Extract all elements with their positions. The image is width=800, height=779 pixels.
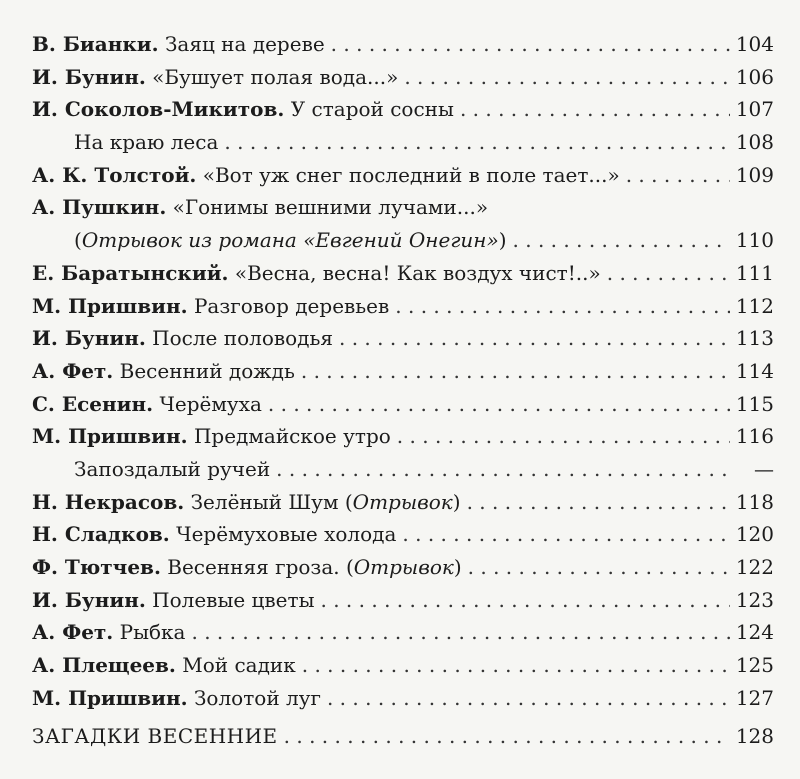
entry-author: Ф. Тютчев. (32, 555, 161, 579)
entry-title-text: Заяц на дереве (164, 32, 325, 56)
page-number: 109 (735, 162, 774, 187)
dot-leader (339, 322, 730, 355)
entry-title-text: «Бушует полая вода...» (152, 64, 399, 89)
entry-title (191, 490, 461, 514)
toc-entry (32, 420, 774, 453)
entry-author: А. Плещеев. (32, 653, 176, 678)
entry-text (32, 682, 321, 715)
entry-title (120, 620, 186, 644)
page-number: 104 (735, 32, 774, 56)
entry-title-suffix: ) (452, 489, 461, 514)
entry-title-text: «Весна, весна! Как воздух чист!..» (234, 260, 601, 285)
entry-title (74, 228, 507, 252)
entry-title-text: Весенний дождь (119, 358, 295, 383)
entry-text (32, 93, 454, 126)
entry-author: И. Бунин. (32, 64, 146, 89)
entry-text (32, 28, 325, 61)
entry-text (32, 61, 398, 94)
entry-title-italic: Отрывок (352, 489, 453, 514)
page-number: 108 (735, 130, 774, 155)
entry-title (291, 97, 454, 121)
entry-title (194, 686, 321, 710)
entry-title (194, 294, 389, 318)
dot-leader (302, 649, 730, 682)
entry-text (32, 453, 270, 486)
dot-leader (460, 93, 730, 126)
page-number: 115 (735, 391, 774, 416)
entry-title (167, 555, 461, 579)
entry-text (32, 420, 391, 453)
table-of-contents (32, 28, 774, 753)
page-number: 113 (735, 326, 774, 351)
entry-text (32, 322, 333, 355)
entry-author: А. Фет. (32, 620, 114, 645)
toc-entry (32, 61, 774, 94)
page-number: — (754, 456, 774, 481)
entry-title-text: Черёмуховые холода (176, 522, 397, 547)
toc-entry (32, 486, 774, 519)
entry-title-text: Черёмуха (159, 391, 262, 416)
toc-entry (32, 682, 774, 715)
toc-entry (32, 126, 774, 159)
entry-author: И. Соколов-Микитов. (32, 97, 285, 122)
toc-entry (32, 355, 774, 388)
entry-title (74, 130, 218, 154)
entry-title (235, 261, 601, 285)
page-number: 107 (735, 97, 774, 122)
toc-entry (32, 616, 774, 649)
page-number: 122 (735, 555, 774, 579)
dot-leader (224, 126, 729, 159)
entry-author: С. Есенин. (32, 391, 154, 416)
toc-entry (32, 93, 774, 126)
page-number: 114 (735, 358, 774, 383)
page-number: 118 (735, 489, 774, 514)
toc-entry (32, 191, 774, 224)
entry-title-text: Мой садик (182, 653, 296, 678)
dot-leader (397, 420, 730, 453)
entry-title-suffix: ) (453, 555, 462, 579)
entry-text (32, 191, 488, 224)
entry-text (32, 126, 218, 159)
toc-entry (32, 388, 774, 421)
entry-title-text: «Гонимы вешними лучами...» (172, 195, 489, 220)
entry-author: А. К. Толстой. (32, 162, 197, 187)
entry-text (32, 518, 396, 551)
entry-title-text: Предмайское утро (193, 424, 391, 449)
toc-entry (32, 28, 774, 61)
dot-leader (404, 61, 730, 94)
dot-leader (402, 518, 729, 551)
dot-leader (191, 616, 729, 649)
entry-title-italic: Отрывок из романа «Евгений Онегин» (81, 228, 499, 253)
toc-entry (32, 257, 774, 290)
entry-title-text: «Вот уж снег последний в поле тает...» (202, 162, 620, 187)
dot-leader (626, 159, 730, 192)
entry-author: Н. Сладков. (32, 522, 170, 547)
entry-author: А. Пушкин. (32, 195, 167, 220)
entry-author: М. Пришвин. (32, 424, 188, 449)
toc-section-row (32, 720, 774, 753)
page-number: 127 (735, 685, 774, 710)
entry-title-text: Полевые цветы (152, 587, 315, 612)
toc-entries (32, 28, 774, 714)
entry-author: Н. Некрасов. (32, 489, 185, 514)
toc-entry (32, 649, 774, 682)
entry-author: Е. Баратынский. (32, 260, 229, 285)
entry-title (159, 392, 261, 416)
page-number: 106 (735, 64, 774, 89)
dot-leader (276, 453, 734, 486)
toc-entry (32, 322, 774, 355)
dot-leader (607, 257, 730, 290)
entry-title-text: Запоздалый ручей (74, 456, 271, 481)
entry-text (32, 551, 462, 584)
page-number: 111 (735, 260, 774, 285)
toc-entry (32, 518, 774, 551)
entry-author: В. Бианки. (32, 32, 159, 56)
toc-entry (32, 159, 774, 192)
entry-text (32, 649, 296, 682)
dot-leader (513, 224, 730, 257)
entry-title-italic: Отрывок (353, 555, 454, 579)
entry-author: И. Бунин. (32, 587, 146, 612)
page-number: 123 (735, 587, 774, 612)
entry-text (32, 290, 389, 323)
toc-entry (32, 224, 774, 257)
dot-leader (395, 290, 730, 323)
entry-title-text: Рыбка (119, 620, 186, 645)
entry-title (152, 326, 333, 350)
page-number: 116 (735, 424, 774, 449)
dot-leader (331, 28, 730, 61)
dot-leader (268, 388, 730, 421)
entry-title (182, 653, 295, 677)
entry-title-suffix: ) (498, 228, 507, 253)
entry-text (32, 355, 295, 388)
entry-text (32, 584, 315, 617)
page-number: 125 (735, 653, 774, 678)
dot-leader (301, 355, 730, 388)
entry-title-text: Весенняя гроза. ( (167, 555, 354, 579)
page-number: 110 (735, 228, 774, 253)
entry-text (32, 388, 262, 421)
entry-title-text: После половодья (152, 326, 333, 351)
toc-entry (32, 453, 774, 486)
entry-title (74, 457, 270, 481)
dot-leader (468, 551, 730, 584)
section-title: ЗАГАДКИ ВЕСЕННИЕ (32, 724, 278, 749)
entry-author: М. Пришвин. (32, 685, 188, 710)
toc-entry (32, 290, 774, 323)
entry-author: И. Бунин. (32, 326, 146, 351)
entry-title (203, 163, 620, 187)
page-number: 120 (735, 522, 774, 547)
entry-title-text: Разговор деревьев (193, 293, 390, 318)
entry-author: М. Пришвин. (32, 293, 188, 318)
entry-text (32, 257, 601, 290)
entry-title (173, 195, 488, 219)
entry-title (176, 522, 396, 546)
entry-title-text: На краю леса (74, 130, 219, 155)
entry-title-text: Зелёный Шум ( (190, 489, 353, 514)
entry-title-text: ( (74, 228, 82, 253)
toc-entry (32, 584, 774, 617)
dot-leader (284, 720, 730, 753)
dot-leader (467, 486, 730, 519)
entry-title (152, 65, 398, 89)
entry-author: А. Фет. (32, 358, 114, 383)
entry-title (152, 588, 314, 612)
page-number: 128 (735, 724, 774, 749)
page-number: 112 (735, 293, 774, 318)
toc-entry (32, 551, 774, 584)
entry-title (194, 424, 391, 448)
entry-text (32, 224, 507, 257)
entry-title-text: У старой сосны (290, 97, 454, 122)
dot-leader (321, 584, 730, 617)
entry-title (120, 359, 295, 383)
entry-text (32, 159, 620, 192)
page-number: 124 (735, 620, 774, 645)
entry-title-text: Золотой луг (193, 685, 321, 710)
entry-text (32, 486, 461, 519)
dot-leader (327, 682, 730, 715)
entry-text (32, 616, 185, 649)
entry-title (165, 32, 325, 56)
